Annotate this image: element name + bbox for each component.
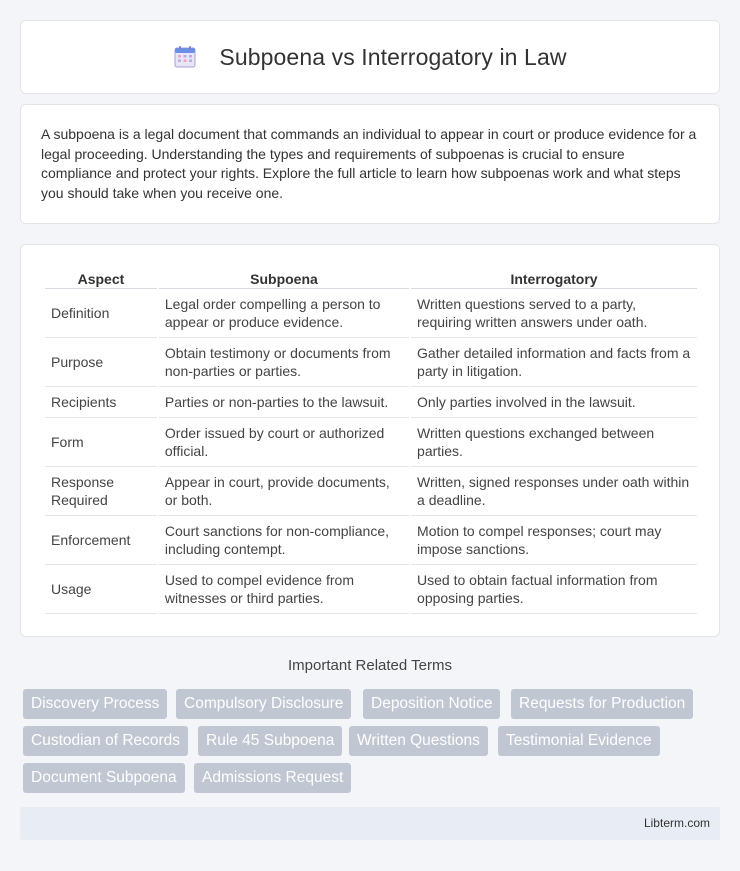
table-row — [45, 467, 697, 516]
row-subpoena: Order issued by court or authorized official. — [159, 418, 409, 467]
row-interrogatory: Motion to compel responses; court may impose sanctions. — [411, 516, 697, 565]
tag-requests-for-production[interactable]: Requests for Production — [511, 689, 693, 719]
comparison-table-card — [20, 244, 720, 637]
row-subpoena: Court sanctions for non-compliance, including contempt. — [159, 516, 409, 565]
calendar-icon — [173, 45, 197, 69]
tag-compulsory-disclosure[interactable]: Compulsory Disclosure — [176, 689, 351, 719]
page-title: Subpoena vs Interrogatory in Law — [219, 43, 567, 70]
row-subpoena: Parties or non-parties to the lawsuit. — [159, 387, 409, 418]
row-aspect: Purpose — [45, 338, 157, 387]
row-subpoena: Obtain testimony or documents from non-parties or parties. — [159, 338, 409, 387]
footer-site-link[interactable]: Libterm.com — [643, 816, 710, 830]
row-interrogatory: Used to obtain factual information from opposing parties. — [411, 565, 697, 614]
tag-discovery-process[interactable]: Discovery Process — [23, 689, 167, 719]
tag-deposition-notice[interactable]: Deposition Notice — [363, 689, 500, 719]
tag-testimonial-evidence[interactable]: Testimonial Evidence — [498, 726, 660, 756]
row-interrogatory: Written questions exchanged between parties. — [411, 418, 697, 467]
row-interrogatory: Written, signed responses under oath within a deadline. — [411, 467, 697, 516]
row-subpoena: Used to compel evidence from witnesses or third parties. — [159, 565, 409, 614]
row-interrogatory: Written questions served to a party, requiring written answers under oath. — [411, 289, 697, 338]
table-row — [45, 387, 697, 418]
intro-card — [20, 104, 720, 224]
row-aspect: Form — [45, 418, 157, 467]
row-aspect: Definition — [45, 289, 157, 338]
tag-document-subpoena[interactable]: Document Subpoena — [23, 763, 185, 793]
header-card — [20, 20, 720, 94]
row-aspect: Enforcement — [45, 516, 157, 565]
row-interrogatory: Gather detailed information and facts from a party in litigation. — [411, 338, 697, 387]
tag-written-questions[interactable]: Written Questions — [349, 726, 488, 756]
table-row — [45, 516, 697, 565]
row-subpoena: Appear in court, provide documents, or both. — [159, 467, 409, 516]
header-interrogatory: Interrogatory — [411, 265, 697, 289]
row-aspect: Recipients — [45, 387, 157, 418]
row-subpoena: Legal order compelling a person to appear or produce evidence. — [159, 289, 409, 338]
table-row — [45, 565, 697, 614]
row-aspect: Response Required — [45, 467, 157, 516]
intro-text: A subpoena is a legal document that commands an individual to appear in court or produce evidence for a legal proceeding. Understanding the types and requirements of subpoenas is crucial to ensure compliance and protect your rights. Explore the full article to learn how subpoenas work and what steps you should take when you receive one. — [41, 126, 697, 201]
related-terms-title: Important Related Terms — [288, 657, 452, 674]
tag-custodian-of-records[interactable]: Custodian of Records — [23, 726, 188, 756]
header-subpoena: Subpoena — [159, 265, 409, 289]
footer — [20, 807, 720, 840]
row-interrogatory: Only parties involved in the lawsuit. — [411, 387, 697, 418]
table-row — [45, 338, 697, 387]
row-aspect: Usage — [45, 565, 157, 614]
tag-admissions-request[interactable]: Admissions Request — [194, 763, 351, 793]
table-row — [45, 418, 697, 467]
header-aspect: Aspect — [45, 265, 157, 289]
comparison-table — [43, 265, 699, 614]
table-row — [45, 289, 697, 338]
tag-rule-45-subpoena[interactable]: Rule 45 Subpoena — [198, 726, 342, 756]
